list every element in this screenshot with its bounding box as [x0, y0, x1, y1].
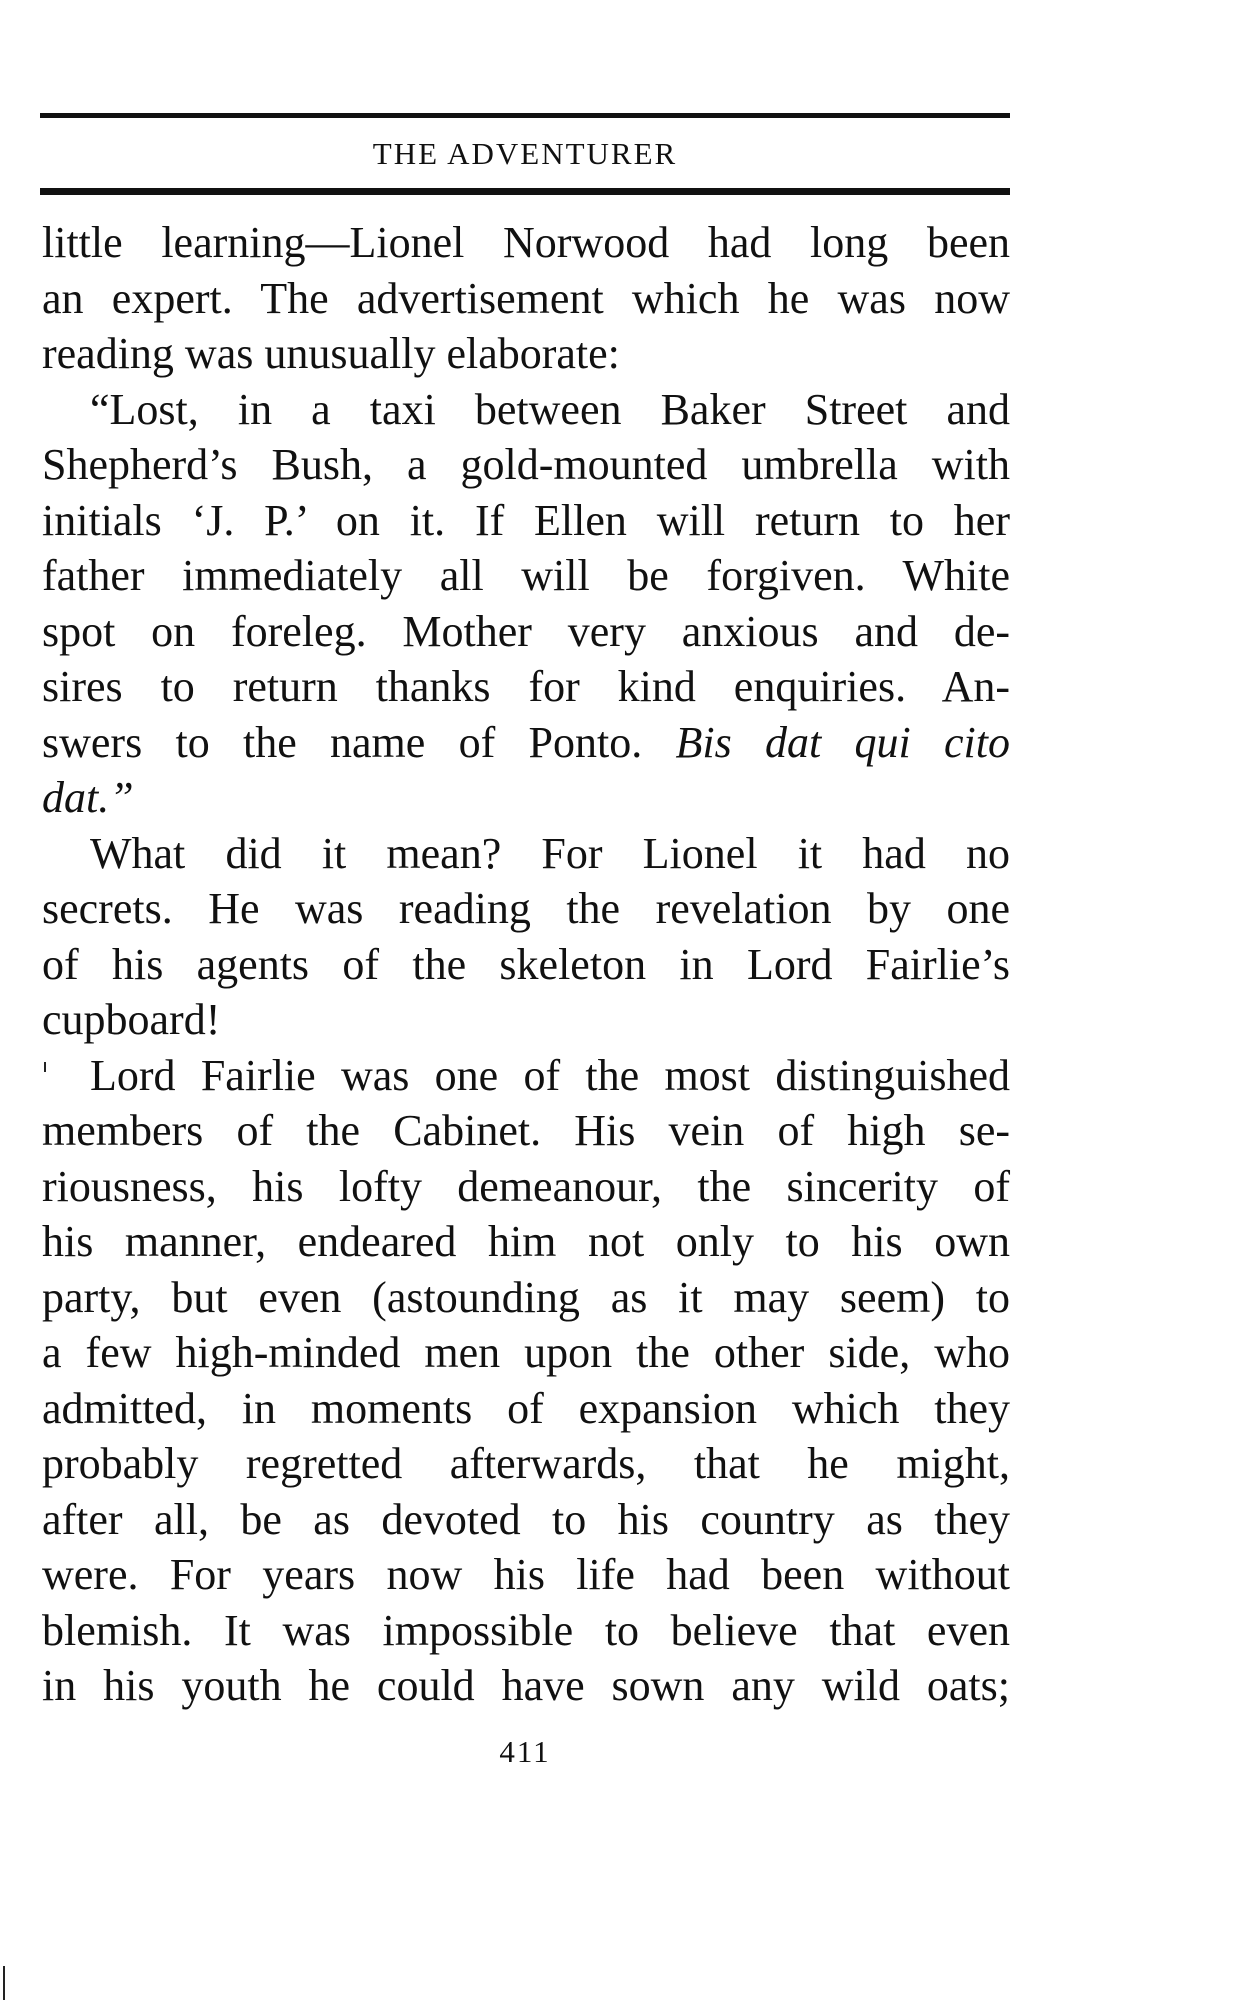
text-line: secrets. He was reading the revelation by one — [42, 884, 1010, 933]
text-line: were. For years now his life had been without — [42, 1550, 1010, 1599]
margin-mark — [3, 1966, 5, 2000]
text-line-roman: swers to the name of Ponto. — [42, 717, 643, 767]
latin-phrase: Bis dat qui cito — [675, 717, 1010, 767]
text-line: cupboard! — [42, 995, 221, 1044]
page-number: 411 — [499, 1734, 551, 1769]
text-line: blemish. It was impossible to believe that even — [42, 1605, 1010, 1655]
text-line: party, but even (astounding as it may seem) to — [42, 1272, 1010, 1322]
text-line: in his youth he could have sown any wild oats; — [42, 1661, 1010, 1710]
text-line: spot on foreleg. Mother very anxious and de- — [42, 606, 1010, 656]
text-line: riousness, his lofty demeanour, the sincerity of — [42, 1161, 1010, 1211]
body-text — [42, 215, 1010, 1714]
text-line: “Lost, in a taxi between Baker Street and — [90, 384, 1010, 434]
text-line — [42, 770, 1010, 826]
text-line: What did it mean? For Lionel it had no — [90, 828, 1010, 878]
text-line: initials ‘J. P.’ on it. If Ellen will return to her — [42, 495, 1010, 545]
text-line: father immediately all will be forgiven. White — [42, 551, 1010, 600]
text-line — [42, 715, 1010, 771]
text-line: an expert. The advertisement which he was now — [42, 273, 1010, 323]
text-line: of his agents of the skeleton in Lord Fairlie’s — [42, 939, 1010, 989]
text-line: probably regretted afterwards, that he might, — [42, 1439, 1010, 1488]
text-line: after all, be as devoted to his country as they — [42, 1494, 1010, 1544]
margin-mark — [44, 1062, 46, 1072]
text-line: Shepherd’s Bush, a gold-mounted umbrella with — [42, 440, 1010, 489]
latin-phrase-end: dat.” — [42, 773, 134, 822]
text-line: Lord Fairlie was one of the most distinguished — [90, 1050, 1010, 1100]
header-rule-bottom — [40, 188, 1010, 195]
text-line: a few high-minded men upon the other side, who — [42, 1328, 1010, 1377]
header-rule-top — [40, 113, 1010, 118]
text-line: his manner, endeared him not only to his own — [42, 1217, 1010, 1266]
text-line: members of the Cabinet. His vein of high se- — [42, 1106, 1010, 1155]
running-head: THE ADVENTURER — [372, 136, 678, 171]
text-line: admitted, in moments of expansion which they — [42, 1383, 1010, 1433]
text-line: sires to return thanks for kind enquiries. An- — [42, 662, 1010, 711]
text-line: reading was unusually elaborate: — [42, 329, 620, 378]
text-line: little learning—Lionel Norwood had long been — [42, 218, 1010, 267]
